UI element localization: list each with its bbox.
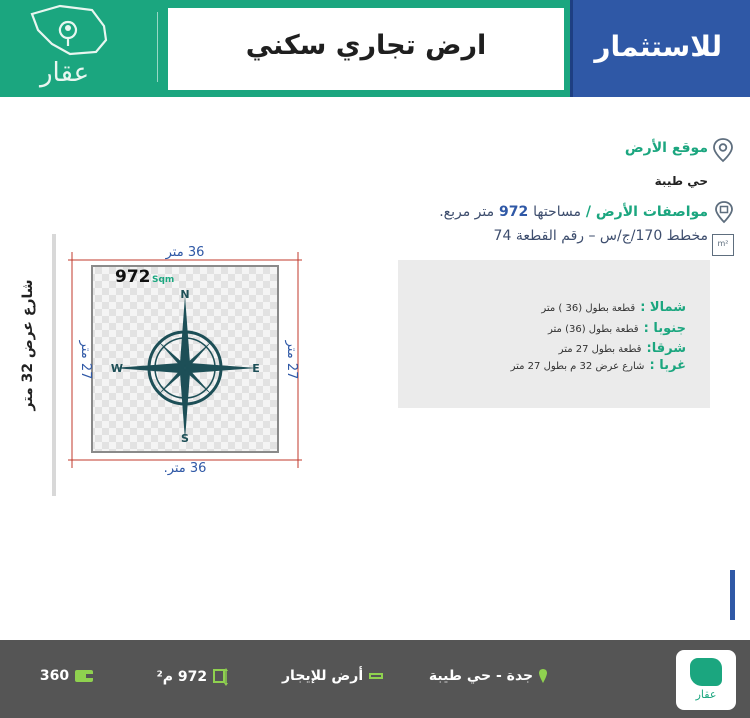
boundary-text: قطعة بطول 27 متر — [558, 344, 642, 355]
footer-logo[interactable] — [676, 650, 736, 710]
specs-area-suffix: متر مربع. — [439, 204, 495, 220]
footer-location — [429, 668, 548, 684]
plot-drawing — [60, 232, 310, 482]
side-accent — [730, 570, 735, 620]
street-edge — [52, 234, 56, 496]
plan-line: مخطط 170/ج/س – رقم القطعة 74 — [493, 228, 708, 244]
top-dimension-label: 36 متر — [165, 245, 205, 260]
compass-north: N — [180, 288, 190, 301]
plot-area-unit: Sqm — [152, 275, 175, 285]
land-icon — [368, 671, 384, 681]
listing-title: ارض تجاري سكني — [245, 30, 487, 61]
location-district: حي طيبة — [654, 174, 708, 188]
location-pin-icon — [538, 668, 548, 684]
right-dimension-label: 27 متر — [284, 340, 299, 380]
boundary-direction: جنوبا : — [643, 321, 686, 336]
bottom-dimension-label: 36 متر. — [163, 461, 207, 476]
footer-type-text: أرض للإيجار — [282, 668, 364, 684]
boundary-direction: شرقا: — [646, 341, 686, 356]
header-title-box — [168, 8, 564, 90]
specs-pin-icon — [712, 200, 736, 224]
footer-views — [40, 668, 94, 684]
boundary-text: قطعة بطول (36) متر — [548, 324, 639, 335]
boundary-text: شارع عرض 32 م بطول 27 متر — [510, 361, 645, 372]
area-m2-icon: m² — [712, 234, 734, 256]
boundary-text: قطعة بطول (36 ) متر — [541, 303, 636, 314]
location-pin-icon — [712, 137, 734, 163]
boundaries-panel — [398, 260, 710, 408]
compass-east: E — [252, 362, 260, 375]
compass-south: S — [181, 432, 189, 445]
footer-area — [157, 668, 228, 686]
footer-bar — [0, 640, 750, 718]
area-arrows-icon — [212, 668, 228, 686]
footer-type — [282, 668, 384, 684]
boundary-south — [548, 317, 686, 336]
boundary-direction: شمالا : — [640, 300, 686, 315]
left-dimension-label: 27 متر — [78, 340, 93, 380]
footer-views-text: 360 — [39, 668, 70, 684]
footer-logo-text: عقار — [695, 688, 717, 701]
specs-line — [439, 204, 708, 220]
specs-area-prefix: مساحتها — [533, 204, 581, 220]
boundary-north — [541, 296, 686, 315]
boundary-west — [511, 354, 686, 373]
specs-area-value: 972 — [499, 204, 529, 220]
location-heading: موقع الأرض — [624, 140, 708, 156]
header-banner — [0, 0, 750, 97]
saudi-map-icon — [690, 658, 722, 686]
listing-purpose: للاستثمار — [594, 30, 722, 63]
header-divider — [157, 12, 158, 82]
specs-heading: مواصفات الأرض / — [585, 204, 708, 220]
boundary-direction: غربا : — [649, 358, 686, 373]
plot-area-value: 972 — [115, 267, 151, 287]
footer-location-text: جدة - حي طيبة — [428, 668, 534, 684]
header-logo[interactable] — [0, 0, 162, 97]
footer-area-text: 972 م² — [156, 669, 208, 685]
compass-west: W — [110, 362, 124, 375]
wallet-icon — [74, 669, 94, 683]
street-label: شارع عرض 32 متر — [20, 279, 36, 411]
header-logo-text: عقار — [40, 58, 90, 88]
header-purpose-box — [570, 0, 750, 97]
